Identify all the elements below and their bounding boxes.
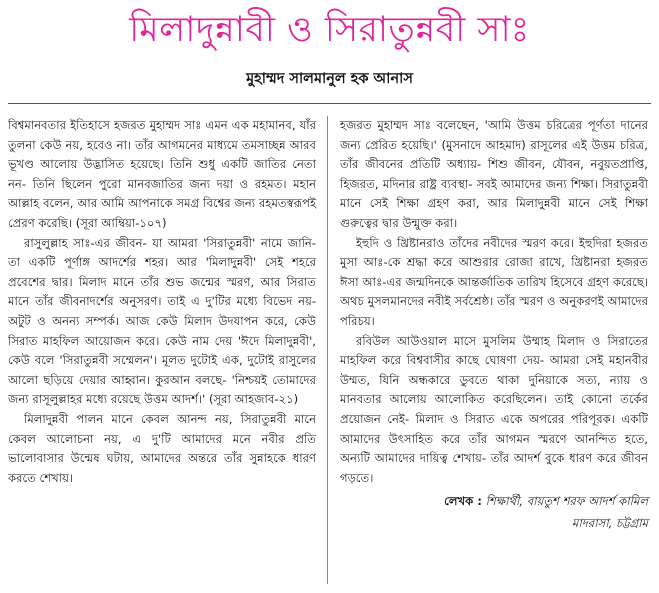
column-divider <box>327 116 328 584</box>
paragraph: ইহুদি ও খ্রিষ্টানরাও তাঁদের নবীদের স্মরণ করে। ইহুদিরা হজরত মুসা আঃ-কে শ্রদ্ধা করে আশুরার রোজা রাখে, খ্রিষ্টানরা হজরত ঈসা আঃ-এর জন্মদিনকে আন্তর্জাতিক তারিখ হিসেবে গ্রহণ করেছে। অথচ মুসলমানদের নবীই সর্বশ্রেষ্ঠ। তাঁর স্মরণ ও অনুকরণই আমাদের পরিচয়। <box>340 235 648 328</box>
credit-label: লেখক : <box>444 494 482 509</box>
author-credit <box>340 490 648 534</box>
paragraph: রাসুলুল্লাহ সাঃ-এর জীবন- যা আমরা 'সিরাতুন্নবী' নামে জানি- তা একটি পূর্ণাঙ্গ আদর্শের শহর। আর 'মিলাদুন্নবী' সেই শহরে প্রবেশের দ্বার। মিলাদ মানে তাঁর শুভ জন্মের স্মরণ, আর সিরাত মানে তাঁর জীবনাদর্শের অনুসরণ। তাই এ দু'টির মধ্যে বিভেদ নয়- অটুট ও অনন্য সম্পর্ক। আজ কেউ মিলাদ উদযাপন করে, কেউ সিরাত মাহফিল আয়োজন করে। কেউ নাম দেয় 'ঈদে মিলাদুন্নবী', কেউ বলে 'সিরাতুন্নবী সম্মেলন'। মূলত দুটোই এক, দুটোই রাসুলের আলো ছড়িয়ে দেয়ার আহ্বান। কুরআন বলছে- 'নিশ্চয়ই তোমাদের জন্য রাসূলুল্লাহর মধ্যে রয়েছে উত্তম আদর্শ।' (সূরা আহজাব-২১) <box>8 235 316 407</box>
left-column <box>8 116 316 488</box>
right-column <box>340 116 648 534</box>
author-byline: মুহাম্মদ সালমানুল হক আনাস <box>246 71 413 87</box>
credit-info-line2: মাদরাসা, চট্টগ্রাম <box>571 516 648 531</box>
paragraph: মিলাদুন্নবী পালন মানে কেবল আনন্দ নয়, সিরাতুন্নবী মানে কেবল আলোচনা নয়, এ দু'টি আমাদের মনে নবীর প্রতি ভালোবাসার উন্মেষ ঘটায়, আমাদের অন্তরে তাঁর সুন্নাহকে ধারণ করতে শেখায়। <box>8 411 316 485</box>
paragraph: বিশ্বমানবতার ইতিহাসে হজরত মুহাম্মদ সাঃ এমন এক মহামানব, যাঁর তুলনা কেউ নয়, হবেও না। তাঁর আগমনের মাধ্যমে তমসাচ্ছন্ন আরব ভূখণ্ড আলোয় উদ্ভাসিত হয়েছে। তিনি শুধু একটি জাতির নেতা নন- তিনি ছিলেন পুরো মানবজাতির জন্য দয়া ও রহমত। মহান আল্লাহ বলেন, আর আমি আপনাকে সমগ্র বিশ্বের জন্য রহমতস্বরূপই প্রেরণ করেছি। (সূরা আম্বিয়া-১০৭) <box>8 118 316 230</box>
paragraph: হজরত মুহাম্মদ সাঃ বলেছেন, 'আমি উত্তম চরিত্রের পূর্ণতা দানের জন্য প্রেরিত হয়েছি।' (মুসনাদে আহমাদ) রাসূলের এই উত্তম চরিত্র, তাঁর জীবনের প্রতিটি অধ্যায়- শিশু জীবন, যৌবন, নবুয়তপ্রাপ্তি, হিজরত, মদিনার রাষ্ট্র ব্যবস্থা- সবই আমাদের জন্য শিক্ষা। সিরাতুন্নবী মানে সেই শিক্ষা গ্রহণ করা, আর মিলাদুন্নবী মানে সেই শিক্ষা গুরুত্বের দ্বার উন্মুক্ত করা। <box>340 118 648 230</box>
article-title: মিলাদুন্নাবী ও সিরাতুন্নবী সাঃ <box>129 10 530 50</box>
header-rule <box>8 103 651 104</box>
credit-info: শিক্ষার্থী, বায়তুশ শরফ আদর্শ কামিল <box>485 494 648 509</box>
paragraph: রবিউল আউওয়াল মাসে মুসলিম উম্মাহ মিলাদ ও সিরাতের মাহফিল করে বিশ্ববাসীর কাছে ঘোষণা দেয়- আমরা সেই মহানবীর উম্মত, যিনি অন্ধকারে ডুবতে থাকা দুনিয়াকে সত্য, ন্যায় ও মানবতার আলোয় আলোকিত করেছিলেন। তাই কোনো তর্কের প্রয়োজন নেই- মিলাদ ও সিরাত একে অপরের পরিপূরক। একটি আমাদের উৎসাহিত করে তাঁর আগমন স্মরণে আনন্দিত হতে, অন্যটি আমাদের দায়িত্ব শেখায়- তাঁর আদর্শ বুকে ধারণ করে জীবন গড়তে। <box>340 333 648 485</box>
